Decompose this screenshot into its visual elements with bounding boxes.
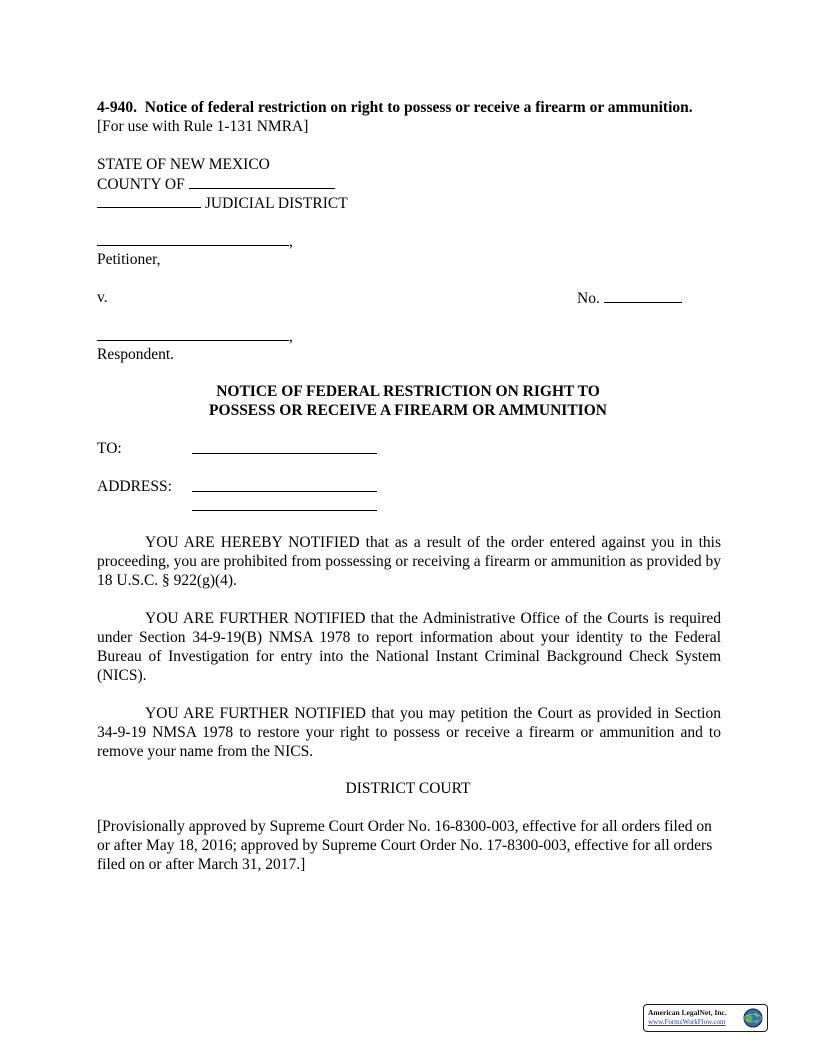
petitioner-blank[interactable] bbox=[97, 231, 289, 246]
notice-paragraph-2: YOU ARE FURTHER NOTIFIED that the Administrative Office of the Courts is required under Section 34-9-19(B) NMSA 1978 to report information about your identity to the Federal Bureau of Investigation for entry into the National Instant Criminal Background Check System (NICS). bbox=[97, 610, 721, 684]
state-name: STATE OF NEW MEXICO bbox=[97, 156, 270, 173]
globe-icon bbox=[743, 1008, 763, 1028]
respondent-label: Respondent. bbox=[97, 346, 175, 363]
notice-paragraph-3: YOU ARE FURTHER NOTIFIED that you may petition the Court as provided in Section 34-9-19 NMSA 1978 to restore your right to possess or receive a firearm or ammunition and to remove your name from the NICS. bbox=[97, 705, 721, 760]
case-number-blank[interactable] bbox=[604, 288, 682, 303]
address-label: ADDRESS: bbox=[97, 478, 172, 495]
county-label: COUNTY OF bbox=[97, 176, 185, 193]
address-blank-1[interactable] bbox=[192, 477, 377, 492]
logo-company: American LegalNet, Inc. bbox=[648, 1008, 727, 1017]
to-blank[interactable] bbox=[192, 439, 377, 454]
logo-url[interactable]: www.FormsWorkFlow.com bbox=[648, 1018, 726, 1026]
rule-heading bbox=[97, 98, 693, 117]
case-number-line bbox=[577, 288, 682, 308]
respondent-blank[interactable] bbox=[97, 326, 289, 341]
petitioner-label: Petitioner, bbox=[97, 251, 161, 268]
american-legalnet-logo[interactable] bbox=[643, 1004, 768, 1032]
rule-title: Notice of federal restriction on right to possess or receive a firearm or ammunition. bbox=[144, 99, 693, 116]
district-label: JUDICIAL DISTRICT bbox=[204, 195, 348, 212]
versus: v. bbox=[97, 289, 108, 306]
notice-title-line1: NOTICE OF FEDERAL RESTRICTION ON RIGHT TO bbox=[216, 383, 600, 400]
court-signature: DISTRICT COURT bbox=[345, 780, 471, 797]
history-note: [Provisionally approved by Supreme Court Order No. 16-8300-003, effective for all orders filed on or after May 18, 2016; approved by Supreme Court Order No. 17-8300-003, effective for all orders filed on or after March 31, 2017.] bbox=[97, 818, 713, 873]
county-line bbox=[97, 174, 335, 194]
county-blank[interactable] bbox=[189, 174, 335, 189]
address-blank-2[interactable] bbox=[192, 496, 377, 511]
rule-reference: [For use with Rule 1-131 NMRA] bbox=[97, 118, 309, 135]
petitioner-name-line: , bbox=[97, 231, 293, 251]
respondent-name-line: , bbox=[97, 326, 293, 346]
rule-number: 4-940. bbox=[97, 99, 138, 116]
notice-title-line2: POSSESS OR RECEIVE A FIREARM OR AMMUNITION bbox=[209, 402, 607, 419]
notice-paragraph-1: YOU ARE HEREBY NOTIFIED that as a result of the order entered against you in this proceeding, you are prohibited from possessing or receiving a firearm or ammunition as provided by 18 U.S.C. § 922(g)(4). bbox=[97, 534, 721, 589]
to-label: TO: bbox=[97, 440, 122, 457]
district-blank[interactable] bbox=[97, 193, 201, 208]
case-number-label: No. bbox=[577, 290, 600, 307]
district-line bbox=[97, 193, 348, 213]
